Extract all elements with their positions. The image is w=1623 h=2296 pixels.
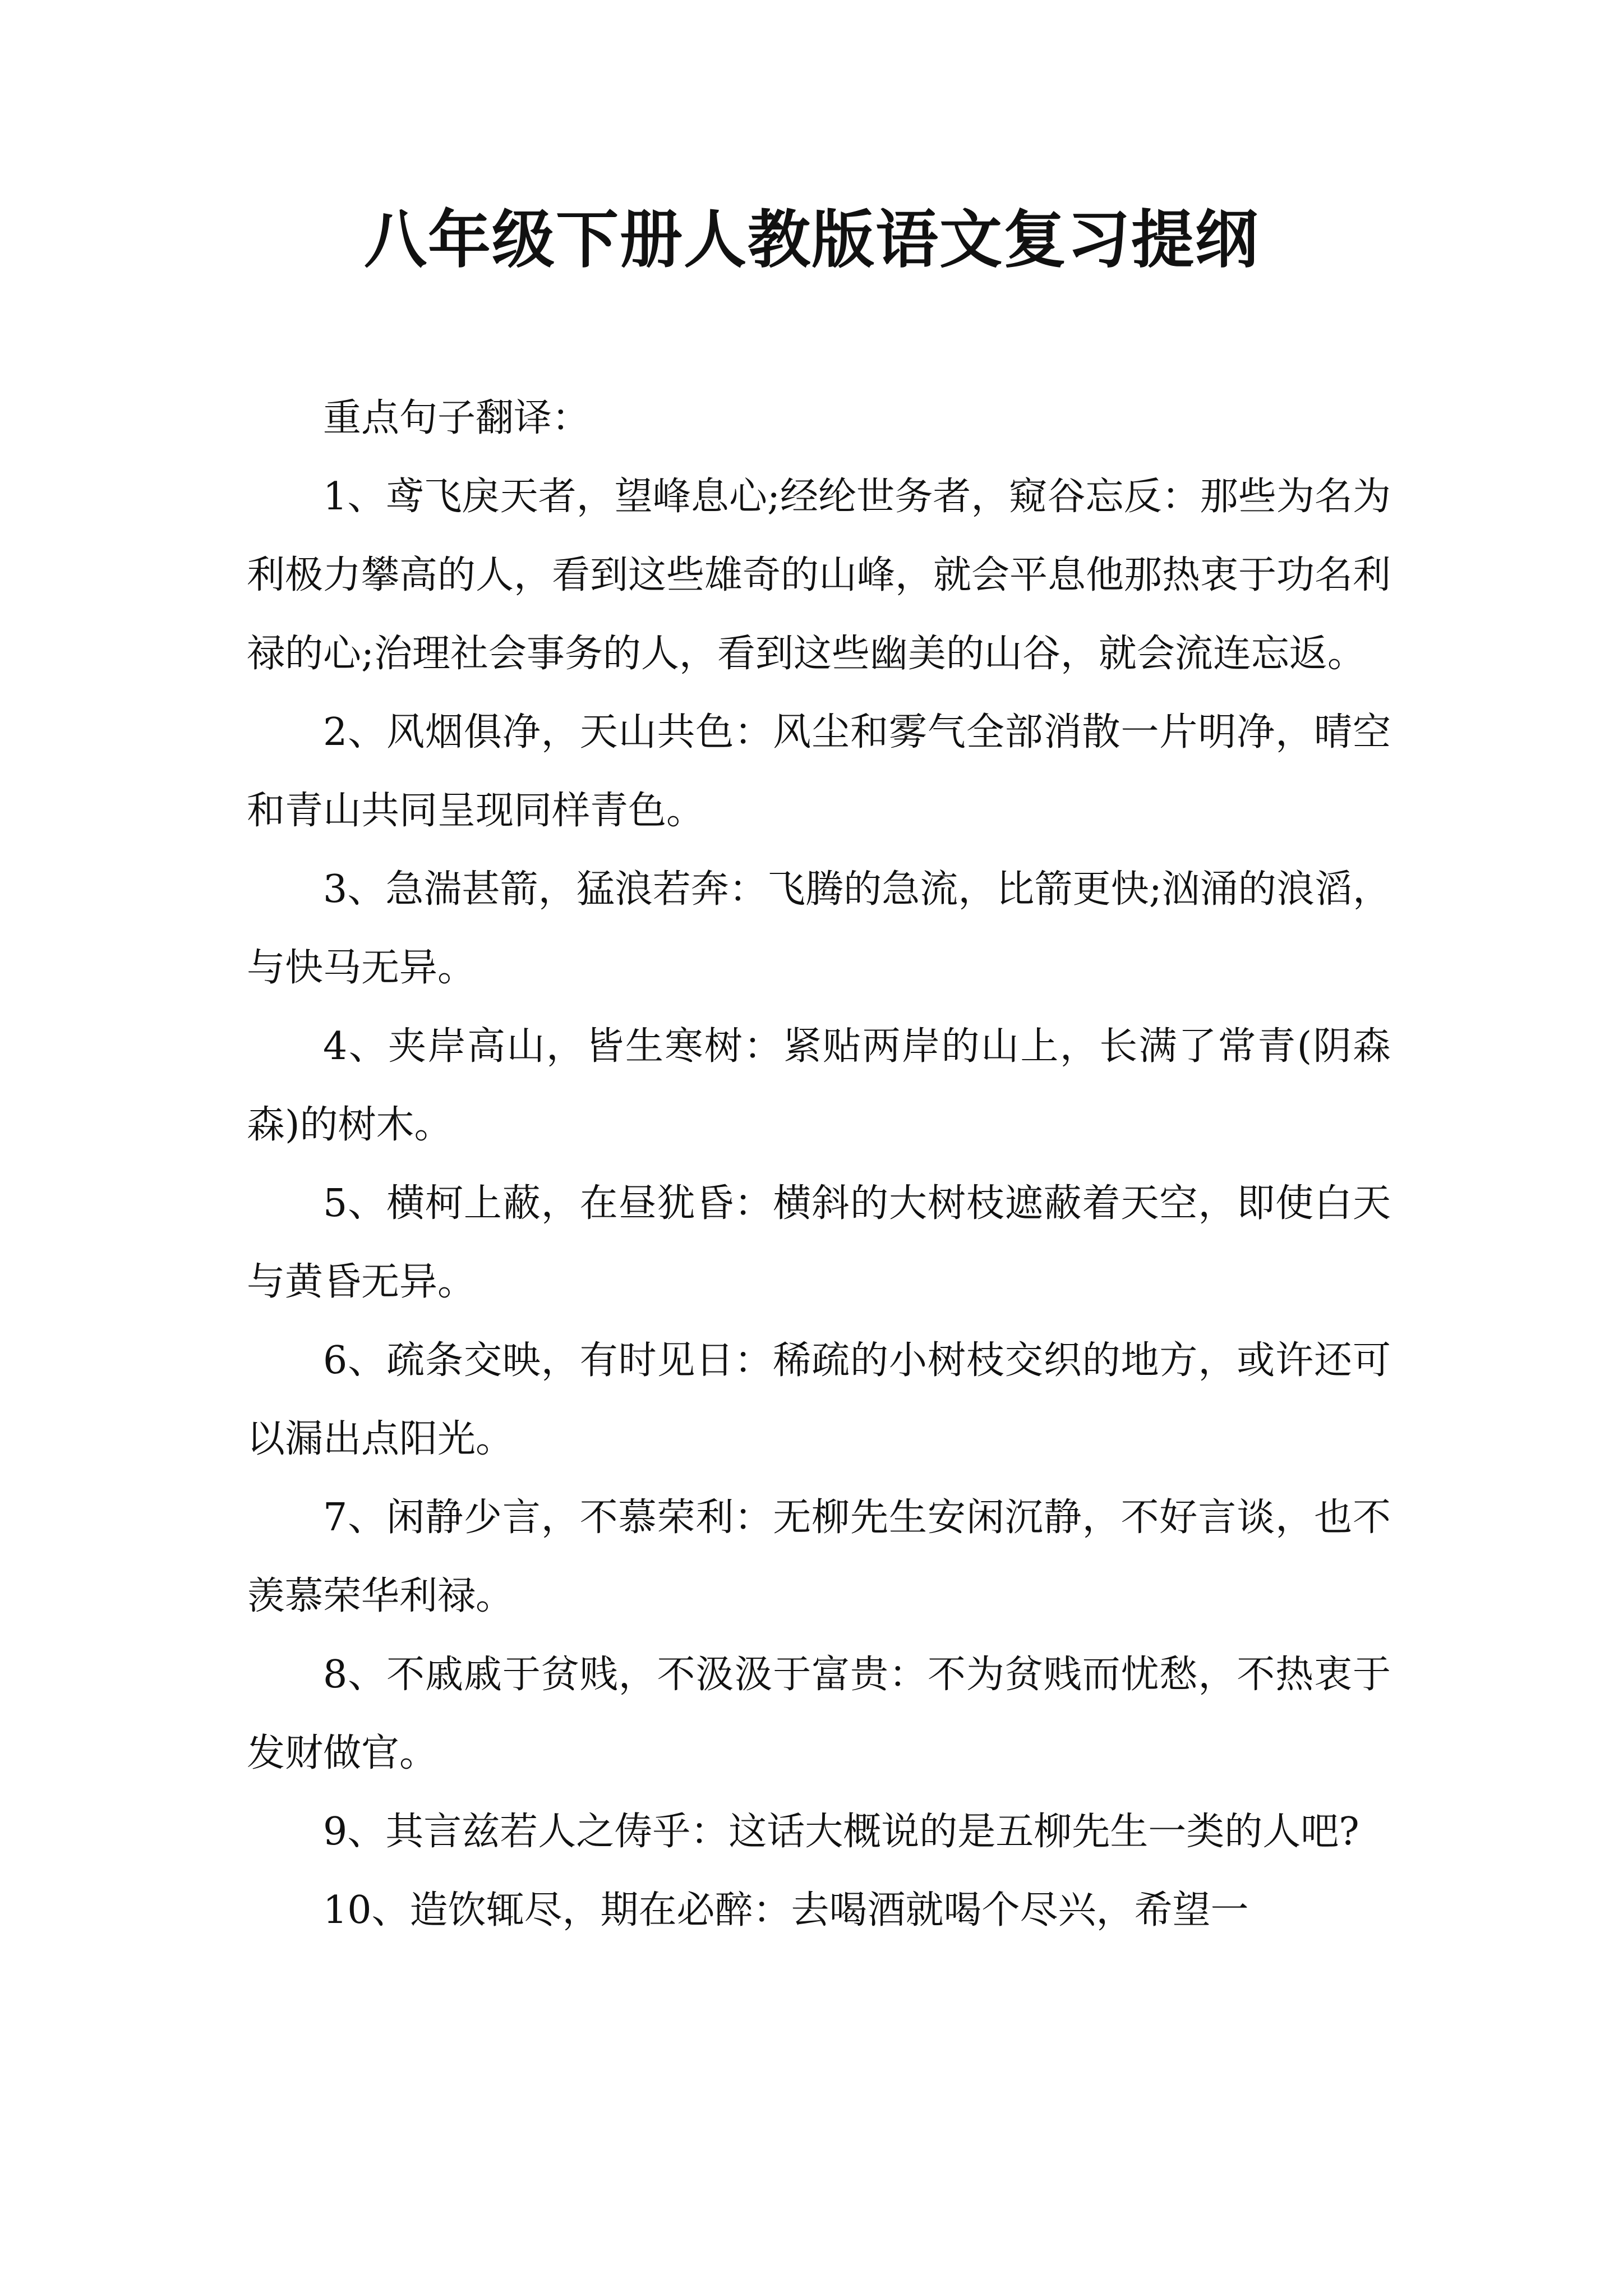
translation-item-10: 10、造饮辄尽，期在必醉：去喝酒就喝个尽兴，希望一: [323, 1888, 1249, 1932]
translation-item-6: 6、疏条交映，有时见日：稀疏的小树枝交织的地方，或许还可以漏出点阳光。: [247, 1338, 1391, 1461]
translation-item-7: 7、闲静少言，不慕荣利：无柳先生安闲沉静，不好言谈，也不羡慕荣华利禄。: [247, 1496, 1391, 1618]
translation-item-9: 9、其言兹若人之俦乎：这话大概说的是五柳先生一类的人吧?: [323, 1810, 1359, 1854]
translation-item-1: 1、鸢飞戾天者，望峰息心;经纶世务者，窥谷忘反：那些为名为利极力攀高的人，看到这些雄奇的山峰，就会平息他那热衷于功名利禄的心;治理社会事务的人，看到这些幽美的山谷，就会流连忘返。: [247, 475, 1391, 676]
translation-item-8: 8、不戚戚于贫贱，不汲汲于富贵：不为贫贱而忧愁，不热衷于发财做官。: [247, 1653, 1391, 1775]
document-body: [247, 379, 1391, 1950]
translation-item-5: 5、横柯上蔽，在昼犹昏：横斜的大树枝遮蔽着天空，即使白天与黄昏无异。: [247, 1181, 1391, 1304]
translation-item-2: 2、风烟俱净，天山共色：风尘和雾气全部消散一片明净，晴空和青山共同呈现同样青色。: [247, 710, 1391, 833]
document-title: 八年级下册人教版语文复习提纲: [364, 204, 1259, 277]
translation-item-4: 4、夹岸高山，皆生寒树：紧贴两岸的山上，长满了常青(阴森森)的树木。: [247, 1024, 1391, 1147]
translation-item-3: 3、急湍甚箭，猛浪若奔：飞腾的急流，比箭更快;汹涌的浪滔，与快马无异。: [247, 867, 1391, 990]
section-heading: 重点句子翻译：: [323, 396, 591, 440]
